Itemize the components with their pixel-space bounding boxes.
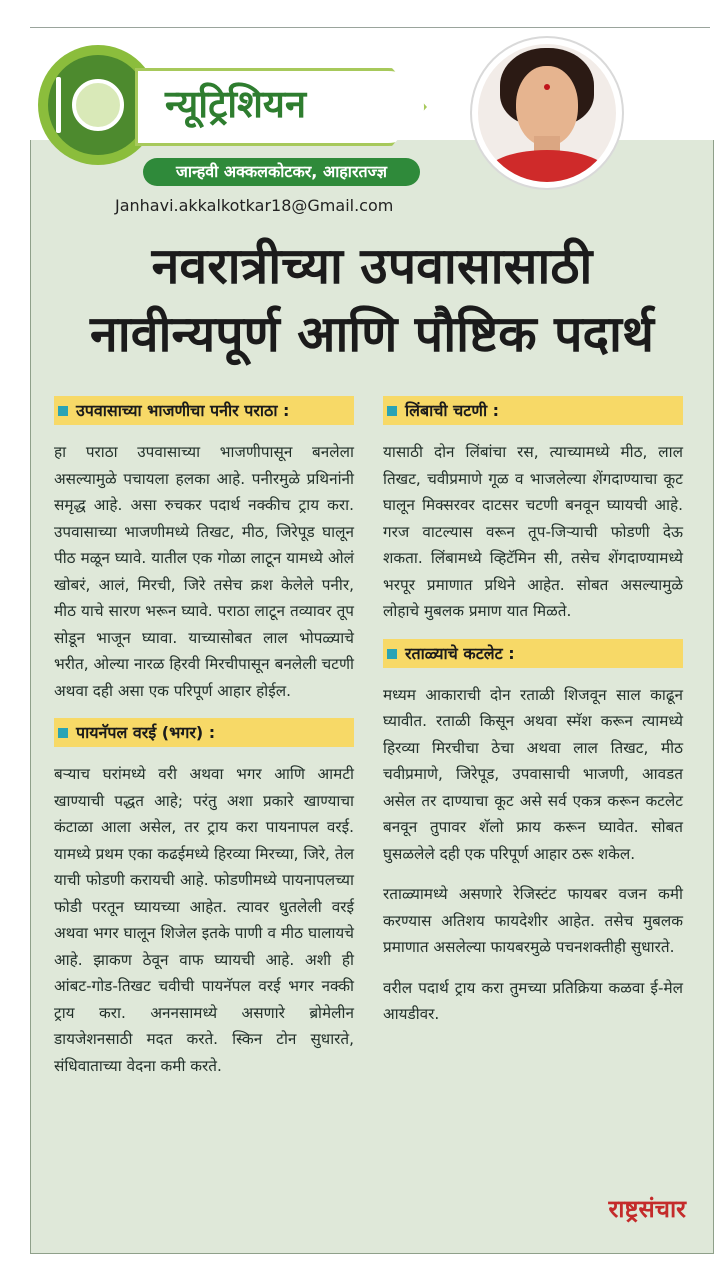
plate-icon [72, 79, 124, 131]
section-heading-paneer-paratha [54, 396, 354, 425]
headline-line-2: नावीन्यपूर्ण आणि पौष्टिक पदार्थ [90, 305, 654, 363]
section-body-lemon-chutney: यासाठी दोन लिंबांचा रस, त्याच्यामध्ये मीठ, लाल तिखट, चवीप्रमाणे गूळ व भाजलेल्या शेंगदाण्याचा कूट घालून मिक्सरवर दाटसर चटणी बनवून घ्यायची आहे. गरज वाटल्यास वरून तूप-जिऱ्याची फोडणी देऊ शकता. लिंबामध्ये व्हिटॅमिन सी, तसेच शेंगदाण्यामध्ये भरपूर प्रमाणात प्रथिने आहेत. सोबत असल्यामुळे लोहाचे मुबलक प्रमाण यात मिळते. [383, 443, 683, 620]
headline-line-1: नवरात्रीच्या उपवासासाठी [151, 237, 593, 295]
publication-brand-logo: राष्ट्रसंचार [608, 1195, 686, 1223]
logo-inner-ring [48, 55, 148, 155]
photo-dress [484, 150, 610, 182]
section-body-feedback-note: वरील पदार्थ ट्राय करा तुमच्या प्रतिक्रिया कळवा ई-मेल आयडीवर. [383, 978, 683, 1023]
author-name: जान्हवी अक्कलकोटकर, आहारतज्ज्ञ [143, 158, 420, 186]
section-heading-text: पायनॅपल वरई (भगर) : [76, 723, 216, 742]
square-bullet-icon [387, 406, 397, 416]
author-photo-frame [472, 38, 622, 188]
article-headline [40, 232, 704, 368]
section-heading-lemon-chutney [383, 396, 683, 425]
photo-face [516, 66, 578, 146]
right-column [383, 396, 683, 1042]
author-email: Janhavi.akkalkotkar18@Gmail.com [115, 196, 394, 215]
section-body-paneer-paratha: हा पराठा उपवासाच्या भाजणीपासून बनलेला असल्यामुळे पचायला हलका आहे. पनीरमुळे प्रथिनांनी समृद्ध आहे. असा रुचकर पदार्थ नक्कीच ट्राय करा. उपवासाच्या भाजणीमध्ये तिखट, मीठ, जिरेपूड घालून पीठ मळून घ्यावे. यातील एक गोळा लाटून यामध्ये ओलं खोबरं, आलं, मिरची, जिरे तसेच क्रश केलेले पनीर, मीठ याचे सारण भरून घ्यावे. पराठा लाटून तव्यावर तूप सोडून भाजून घ्यावा. याच्यासोबत लाल भोपळ्याचे भरीत, ओल्या नारळ हिरवी मिरचीपासून बनलेली चटणी अथवा दही असा एक परिपूर्ण आहार होईल. [54, 443, 354, 700]
square-bullet-icon [58, 406, 68, 416]
section-body-sweet-potato-cutlet: मध्यम आकाराची दोन रताळी शिजवून साल काढून घ्यावीत. रताळी किसून अथवा स्मॅश करून त्यामध्ये हिरव्या मिरचीचा ठेचा अथवा लाल तिखट, मीठ चवीप्रमाणे, जिरेपूड, उपवासाची भाजणी, आवडत असेल तर दाण्याचा कूट असे सर्व एकत्र करून कटलेट बनवून तुपावर शॅलो फ्राय करून घ्यावेत. सोबत घुसळलेले दही एक परिपूर्ण आहार ठरू शकेल. [383, 685, 683, 863]
photo-bindi [544, 84, 550, 90]
section-body-pineapple-varai: बऱ्याच घरांमध्ये वरी अथवा भगर आणि आमटी खाण्याची पद्धत आहे; परंतु अशा प्रकारे खाण्याचा कंटाळा आला असेल, तर ट्राय करा पायनापल वरई. यामध्ये प्रथम एका कढईमध्ये हिरव्या मिरच्या, जिरे, तेल याची फोडणी करायची आहे. फोडणीमध्ये पायनापलच्या फोडी परतून घ्यायच्या आहेत. त्यावर धुतलेली वरई अथवा भगर घालून शिजेल इतके पाणी व मीठ घालायचे आहे. झाकण ठेवून वाफ घ्यायची आहे. अशी ही आंबट-गोड-तिखट चवीची पायनॅपल वरई भगर नक्की ट्राय करा. अननसामध्ये असणारे ब्रोमेलीन डायजेशनसाठी मदत करते. स्किन टोन सुधारते, संधिवाताच्या वेदना कमी करते. [54, 765, 354, 1075]
section-heading-sweet-potato-cutlet [383, 639, 683, 668]
column-title: न्यूट्रिशियन [165, 82, 307, 126]
section-heading-pineapple-varai [54, 718, 354, 747]
section-body-fiber-note: रताळ्यामध्ये असणारे रेजिस्टंट फायबर वजन कमी करण्यास अतिशय फायदेशीर आहेत. तसेच मुबलक प्रमाणात असलेल्या फायबरमुळे पचनशक्तीही सुधारते. [383, 885, 683, 956]
left-column [54, 396, 354, 1093]
section-heading-text: लिंबाची चटणी : [405, 401, 500, 420]
top-rule [30, 27, 710, 28]
square-bullet-icon [387, 649, 397, 659]
section-heading-text: रताळ्याचे कटलेट : [405, 643, 515, 663]
fork-icon [56, 77, 61, 133]
section-heading-text: उपवासाच्या भाजणीचा पनीर पराठा : [76, 401, 290, 420]
square-bullet-icon [58, 728, 68, 738]
author-photo [478, 44, 616, 182]
